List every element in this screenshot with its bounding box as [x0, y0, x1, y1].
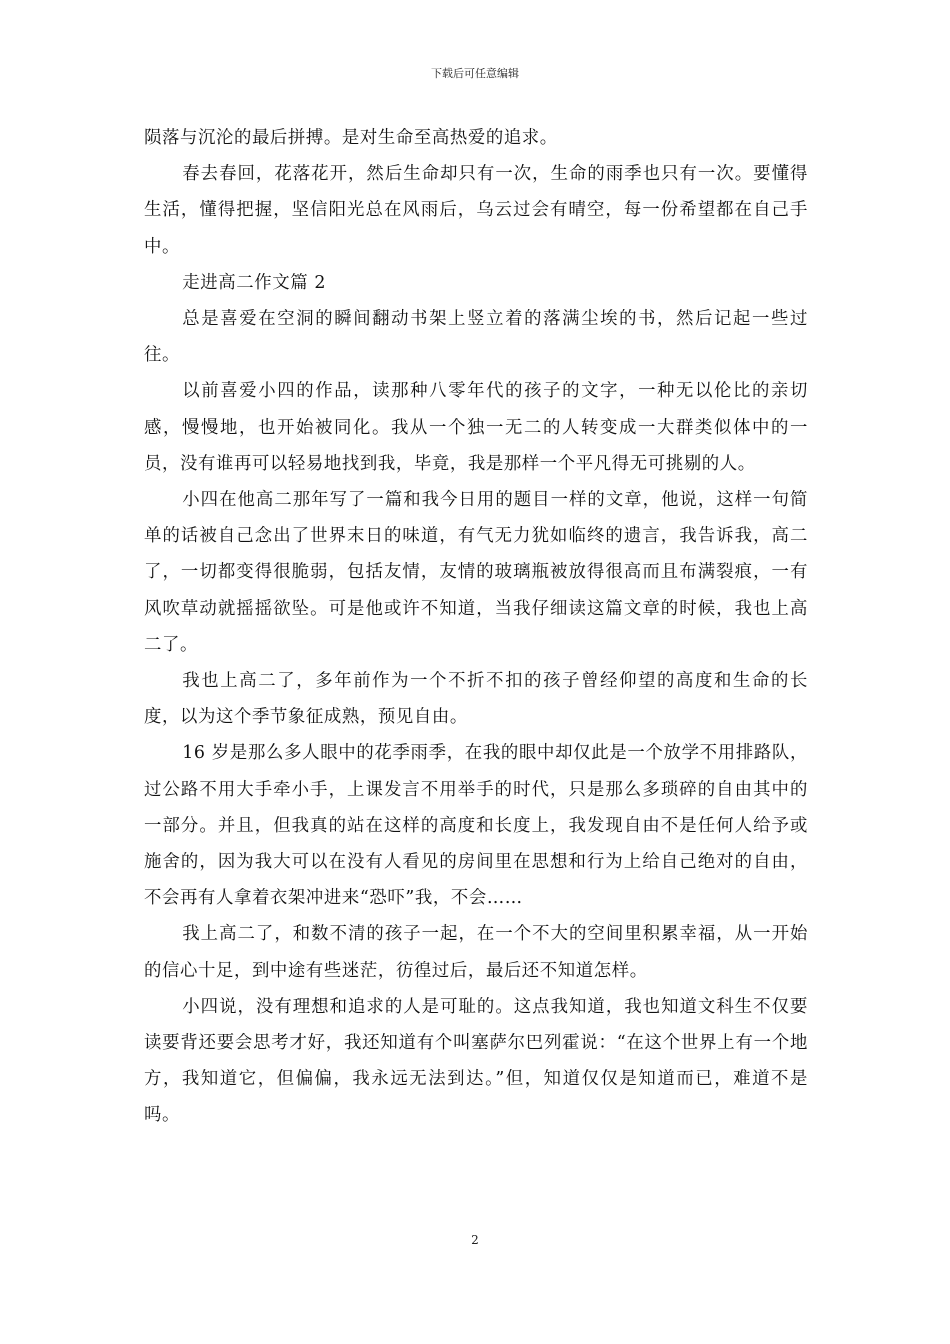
paragraph: 以前喜爱小四的作品，读那种八零年代的孩子的文字，一种无以伦比的亲切感，慢慢地，也开始被同化。我从一个独一无二的人转变成一大群类似体中的一员，没有谁再可以轻易地找到我，毕竟，我是那样一个平凡得无可挑剔的人。: [144, 381, 808, 474]
page-number: 2: [471, 1233, 479, 1247]
paragraph: 春去春回，花落花开，然后生命却只有一次，生命的雨季也只有一次。要懂得生活，懂得把握，坚信阳光总在风雨后，乌云过会有晴空，每一份希望都在自己手中。: [144, 164, 808, 257]
paragraph: 小四在他高二那年写了一篇和我今日用的题目一样的文章，他说，这样一句简单的话被自己念出了世界末日的味道，有气无力犹如临终的遗言，我告诉我，高二了，一切都变得很脆弱，包括友情，友情的玻璃瓶被放得很高而且布满裂痕，一有风吹草动就摇摇欲坠。可是他或许不知道，当我仔细读这篇文章的时候，我也上高二了。: [144, 490, 808, 655]
paragraph: 总是喜爱在空洞的瞬间翻动书架上竖立着的落满尘埃的书，然后记起一些过往。: [144, 309, 808, 366]
section-heading: 走进高二作文篇 2: [182, 272, 326, 293]
document-body: [144, 120, 808, 1134]
paragraph: 我也上高二了，多年前作为一个不折不扣的孩子曾经仰望的高度和生命的长度，以为这个季节象征成熟，预见自由。: [144, 671, 808, 728]
page-header: 下载后可任意编辑: [431, 67, 519, 80]
paragraph: 16 岁是那么多人眼中的花季雨季，在我的眼中却仅此是一个放学不用排路队，过公路不用大手牵小手，上课发言不用举手的时代，只是那么多琐碎的自由其中的一部分。并且，但我真的站在这样的高度和长度上，我发现自由不是任何人给予或施舍的，因为我大可以在没有人看见的房间里在思想和行为上给自己绝对的自由，不会再有人拿着衣架冲进来“恐吓”我，不会……: [144, 743, 808, 909]
paragraph-continuation: 陨落与沉沦的最后拼搏。是对生命至高热爱的追求。: [144, 128, 558, 148]
paragraph: 小四说，没有理想和追求的人是可耻的。这点我知道，我也知道文科生不仅要读要背还要会思考才好，我还知道有个叫塞萨尔巴列霍说：“在这个世界上有一个地方，我知道它，但偏偏，我永远无法到达。”但，知道仅仅是知道而已，难道不是吗。: [144, 996, 808, 1126]
paragraph: 我上高二了，和数不清的孩子一起，在一个不大的空间里积累幸福，从一开始的信心十足，到中途有些迷茫，彷徨过后，最后还不知道怎样。: [144, 924, 808, 981]
